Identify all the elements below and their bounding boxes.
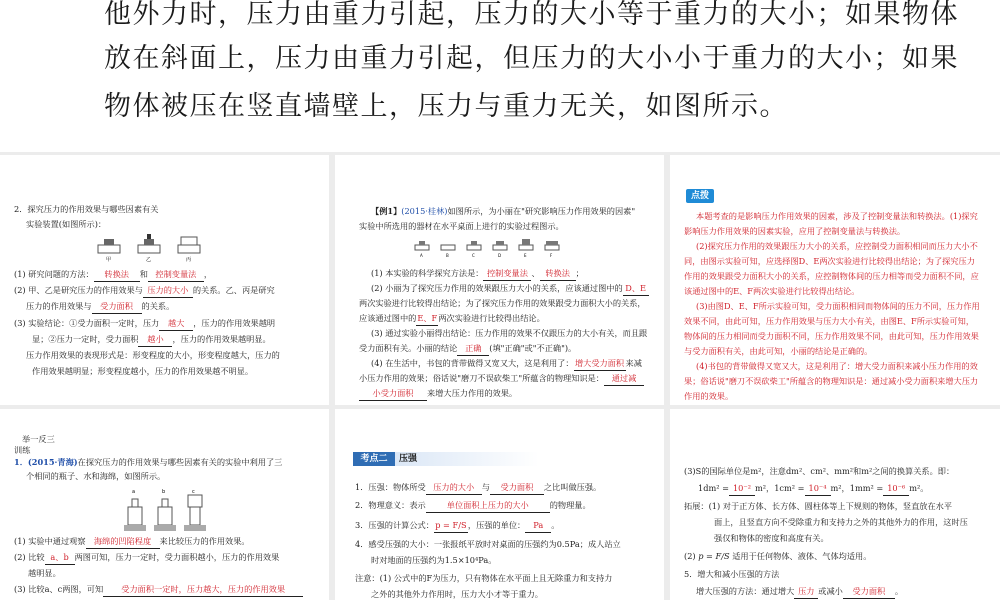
p1-line-8: 压力作用效果的表现形式是：形变程度的大小，形变程度越大，压力的: [26, 350, 280, 360]
p3-line-5: 作用的效果跟受力面积大小的关系，应控制物体间的压力相等而受力面积不同，应: [684, 271, 979, 281]
slide-thumbnail-1[interactable]: [0, 155, 329, 405]
p2-line-9: (4) 在生活中，书包的背带做得又宽又大，这是利用了：增大受力面积来减: [371, 357, 642, 371]
p1-line-4: (2) 甲、乙是研究压力的作用效果与 压力的大小 的关系。乙、丙是研究: [14, 284, 275, 298]
slide-thumbnail-4[interactable]: [0, 409, 329, 600]
p2-line-4: (2) 小丽为了探究压力作用的效果跟压力大小的关系，应该通过图中的 D、E: [371, 282, 649, 296]
p6-line-8: 增大压强的方法：通过增大 压力 或减小 受力面积 。: [696, 585, 903, 599]
slide-thumbnail-2[interactable]: [335, 155, 664, 405]
p6-answer-1: 10⁻²: [729, 482, 755, 496]
p2-answer-6: 增大受力面积: [574, 357, 626, 371]
fig-label-a: a: [132, 489, 136, 495]
p3-line-4: 同，由图示实验可知，应选择图D、E两次实验进行比较得出结论；为了探究压力: [684, 256, 975, 266]
p4-line-4: (2) 比较 a、b 两图可知，压力一定时，受力面积越小，压力的作用效果: [14, 551, 279, 565]
p6-line-2: 1dm² = 10⁻² m²，1cm² = 10⁻⁴ m²，1mm² = 10⁻⁶ m²。: [698, 482, 928, 496]
p1-line-2: 实验装置(如图所示)：: [26, 219, 107, 229]
p3-line-1: 本题考查的是影响压力作用效果的因素，涉及了控制变量法和转换法。(1)探究: [696, 211, 978, 221]
p2-answer-2: 转换法: [540, 267, 576, 281]
p2-line-6: 应该通过图中的E、F两次实验进行比较得出结论。: [359, 312, 545, 326]
p2-answer-8: 小受力面积: [359, 387, 427, 401]
p2-line-8: 受力面积有关。小丽的结论 正确 (填"正确"或"不正确")。: [359, 342, 576, 356]
p2-answer-3: D、E: [623, 282, 649, 296]
p6-answer-3: 10⁻⁶: [883, 482, 909, 496]
p4-line-5: 越明显。: [28, 568, 61, 578]
p6-line-1: (3)S的国际单位是m²，注意dm²、cm²、mm²和m²之间的换算关系。即：: [684, 466, 955, 476]
slide-thumbnail-6[interactable]: [670, 409, 1000, 600]
top-line-3: 物体被压在竖直墙壁上，压力与重力无关，如图所示。: [104, 91, 788, 122]
p1-line-5: 压力的作用效果与 受力面积 的关系。: [26, 300, 174, 314]
slide-thumbnail-5[interactable]: [335, 409, 664, 600]
hint-badge: 点拨: [686, 189, 714, 203]
p2-line-7: (3) 通过实验小丽得出结论：压力作用的效果不仅跟压力的大小有关，而且跟: [371, 328, 648, 338]
p1-line-3: (1) 研究问题的方法： 转换法 和 控制变量法 ，: [14, 268, 212, 282]
fig-label-e: E: [524, 253, 527, 258]
p5-line-7: 之外的其他外力作用时，压力大小才等于重力。: [371, 589, 543, 599]
p5-answer-1: 压力的大小: [426, 481, 482, 495]
p4-line-6: (3) 比较a、c两图，可知 受力面积一定时，压力越大，压力的作用效果: [14, 583, 303, 597]
p1-answer-3: 压力的大小: [143, 284, 193, 298]
topic-title: 压强: [395, 452, 539, 466]
p5-line-3: 3．压强的计算公式：p = F/S，压强的单位： Pa 。: [355, 519, 559, 533]
slide-thumbnail-3[interactable]: [670, 155, 1000, 405]
p3-line-8: 效果不同，由此可知，压力作用效果与压力大小有关，由图E、F所示实验可知，: [684, 316, 975, 326]
fig-label-a: A: [420, 253, 423, 258]
p3-line-2: 影响压力作用效果的因素实验，应用了控制变量法与转换法。: [684, 226, 906, 236]
p3-line-9: 物体间的压力相同而受力面积不同，压力作用效果不同，由此可知，压力作用效果: [684, 331, 979, 341]
p5-line-1: 1．压强：物体所受 压力的大小 与 受力面积 之比叫做压强。: [355, 481, 601, 495]
p1-line-1: 2．探究压力的作用效果与哪些因素有关: [14, 204, 159, 214]
p4-answer-2: a、b: [45, 551, 75, 565]
p3-line-12: 果；俗话说"磨刀不误砍柴工"所蕴含的物理知识是：通过减小受力面积来增大压力: [684, 376, 979, 386]
p6-answer-2: 10⁻⁴: [805, 482, 831, 496]
p1-answer-4: 受力面积: [92, 300, 142, 314]
p6-line-7: 5．增大和减小压强的方法: [684, 569, 780, 579]
p2-answer-1: 控制变量法: [483, 267, 531, 281]
p5-line-5: 时对地面的压强约为1.5×10⁴Pa。: [371, 555, 497, 565]
p2-line-10: 小压力作用的效果；俗话说"磨刀不误砍柴工"所蕴含的物理知识是： 通过减: [359, 372, 644, 386]
fig-label-b: b: [162, 489, 166, 495]
p3-line-11: (4)书包的背带做得又宽又大，这是利用了：增大受力面积来减小压力作用的效: [696, 361, 978, 371]
topic-tag: 考点二: [353, 452, 395, 466]
p3-line-7: (3)由图D、E、F所示实验可知，受力面积相同而物体间的压力不同，压力作用: [696, 301, 980, 311]
p6-line-5: 强仅和物体的密度和高度有关。: [714, 533, 829, 543]
top-line-1: 他外力时，压力由重力引起，压力的大小等于重力的大小；如果物体: [104, 0, 959, 30]
p6-line-4: 面上，且竖直方向不受除重力和支持力之外的其他外力的作用，这时压: [714, 517, 968, 527]
p2-line-1: 【例1】(2015·桂林)如图所示，为小丽在"研究影响压力作用效果的因素": [371, 206, 636, 216]
p2-line-3: (1) 本实验的科学探究方法是： 控制变量法 、 转换法 ；: [371, 267, 584, 281]
p1-answer-2: 控制变量法: [148, 268, 204, 282]
example-figure: [411, 236, 571, 258]
p6-answer-4: 压力: [794, 585, 818, 599]
p4-answer-3: 受力面积一定时，压力越大，压力的作用效果: [103, 583, 303, 597]
fig-label-f: F: [550, 253, 553, 258]
p2-line-2: 实验中所选用的器材在水平桌面上进行的实验过程图示。: [359, 221, 564, 231]
p6-line-3: 拓展：(1) 对于正方体、长方体、圆柱体等上下规则的物体，竖直放在水平: [684, 501, 953, 511]
pressure-experiment-figure: [90, 233, 210, 263]
p4-answer-1: 海绵的凹陷程度: [86, 535, 160, 549]
p1-line-9: 作用效果越明显；形变程度越小，压力的作用效果越不明显。: [32, 366, 254, 376]
fig-label-jia: 甲: [106, 257, 112, 263]
p3-line-13: 作用的效果。: [684, 391, 734, 401]
p6-line-6: (2) p = F/S 适用于任何物体、液体、气体均适用。: [684, 551, 872, 561]
p2-answer-4: E、F: [416, 312, 438, 326]
p5-line-4: 4．感受压强的大小：一张报纸平放时对桌面的压强约为0.5Pa；成人站立: [355, 539, 621, 549]
p4-line-2: 个相同的瓶子、水和海绵，如图所示。: [26, 471, 166, 481]
p5-answer-4: p = F/S: [434, 519, 468, 533]
p2-line-5: 两次实验进行比较得出结论；为了探究压力作用的效果跟受力面积大小的关系，: [359, 298, 646, 308]
fig-label-c: C: [472, 253, 475, 258]
p4-line-1: 1．(2015·青海)在探究压力的作用效果与哪些因素有关的实验中利用了三: [14, 457, 283, 467]
p1-answer-5: 越大: [159, 317, 193, 331]
fig-label-yi: 乙: [146, 257, 152, 263]
p2-line-11: 小受力面积 来增大压力作用的效果。: [359, 387, 517, 401]
p2-answer-7: 通过减: [604, 372, 644, 386]
p3-line-10: 与受力面积有关，由此可知，小丽的结论是正确的。: [684, 346, 873, 356]
p5-answer-3: 单位面积上压力的大小: [426, 499, 550, 513]
p3-line-6: 该通过图中的E、F两次实验进行比较得出结论。: [684, 286, 860, 296]
bottles-figure: [122, 485, 212, 533]
p4-heading-1: 举一反三: [22, 434, 55, 444]
p1-answer-1: 转换法: [94, 268, 140, 282]
p5-answer-5: Pa: [525, 519, 551, 533]
p3-line-3: (2)探究压力作用的效果跟压力大小的关系，应控制受力面积相同而压力大小不: [696, 241, 978, 251]
p1-answer-6: 越小: [138, 333, 172, 347]
p6-answer-5: 受力面积: [843, 585, 895, 599]
p4-line-3: (1) 实验中通过观察 海绵的凹陷程度 来比较压力的作用效果。: [14, 535, 250, 549]
p2-answer-5: 正确: [457, 342, 489, 356]
p1-line-6: (3) 实验结论：①受力面积一定时，压力 越大 ，压力的作用效果越明: [14, 317, 275, 331]
fig-label-c: c: [192, 489, 195, 495]
top-text-slide: [0, 0, 1000, 152]
p5-line-2: 2．物理意义：表示 单位面积上压力的大小 的物理量。: [355, 499, 591, 513]
p4-heading-2: 训练: [14, 445, 31, 455]
p5-line-6: 注意：(1) 公式中的F为压力，只有物体在水平面上且无除重力和支持力: [355, 573, 613, 583]
fig-label-b: B: [446, 253, 449, 258]
p5-answer-2: 受力面积: [490, 481, 544, 495]
fig-label-bing: 丙: [186, 257, 192, 263]
top-line-2: 放在斜面上，压力由重力引起，但压力的大小小于重力的大小；如果: [104, 43, 959, 74]
fig-label-d: D: [498, 253, 502, 258]
p1-line-7: 显；②压力一定时，受力面积 越小 ，压力的作用效果越明显。: [32, 333, 271, 347]
